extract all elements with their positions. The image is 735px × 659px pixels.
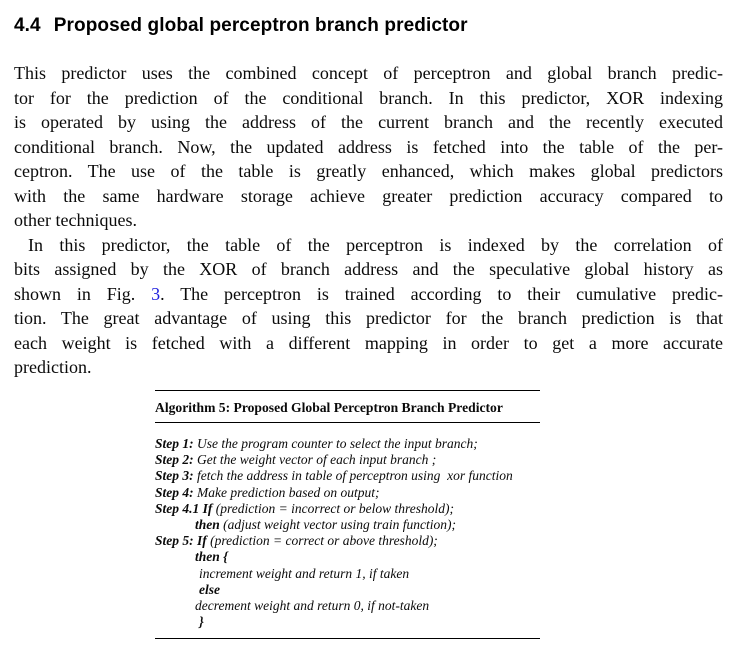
algorithm-bottom-rule [155, 638, 540, 639]
step-label: else [199, 581, 220, 597]
text-line [14, 110, 723, 135]
algorithm-box [155, 390, 540, 639]
text-segment: ceptron. The use of the table is greatly enhanced, which makes global predictors [14, 161, 723, 181]
section-heading [14, 15, 468, 37]
section-number: 4.4 [14, 15, 41, 36]
step-label: Step 5: If [155, 533, 207, 549]
step-label: Step 1: [155, 436, 194, 451]
text-segment: other techniques. [14, 210, 137, 230]
step-label: } [199, 614, 204, 630]
step-text: (prediction = incorrect or below threshold); [212, 500, 454, 516]
algorithm-step-line [155, 533, 540, 549]
text-segment: . The perceptron is trained according to their cumulative predic- [160, 283, 723, 304]
algorithm-step-line [155, 436, 540, 452]
step-text: Make prediction based on output; [193, 484, 380, 500]
text-line [14, 355, 723, 380]
algorithm-step-line [155, 614, 540, 630]
text-line [14, 159, 723, 184]
text-line [14, 257, 723, 282]
text-segment: shown in Fig. [14, 283, 152, 304]
text-segment: conditional branch. Now, the updated address is fetched into the table of the per- [14, 136, 723, 157]
algorithm-step-line [155, 468, 540, 484]
step-text: (prediction = correct or above threshold); [206, 533, 438, 549]
algorithm-step-line [155, 517, 540, 533]
step-label: Step 4.1 If [155, 500, 213, 516]
step-text: (adjust weight vector using train function); [219, 517, 456, 533]
section-title: Proposed global perceptron branch predictor [53, 15, 468, 36]
text-segment: is operated by using the address of the current branch and the recently executed [14, 112, 723, 132]
text-segment: tor for the prediction of the conditional branch. In this predictor, XOR indexing [14, 87, 723, 108]
step-text: Get the weight vector of each input branch ; [193, 452, 437, 468]
text-segment: bits assigned by the XOR of branch address and the speculative global history as [14, 259, 723, 279]
text-segment: with the same hardware storage achieve greater prediction accuracy compared to [14, 185, 723, 206]
body-text [14, 61, 723, 380]
algorithm-steps [155, 423, 540, 638]
algorithm-step-line [155, 452, 540, 468]
step-label: Step 2: [155, 452, 194, 468]
algorithm-step-line [155, 582, 540, 598]
algorithm-step-line [155, 485, 540, 501]
algorithm-step-line [155, 501, 540, 517]
text-segment: This predictor uses the combined concept of perceptron and global branch predic- [14, 63, 723, 83]
text-line [14, 282, 723, 307]
text-line [14, 233, 723, 258]
text-line [14, 86, 723, 111]
step-text: decrement weight and return 0, if not-taken [195, 598, 430, 614]
step-label: Step 4: [155, 484, 194, 500]
text-line [14, 184, 723, 209]
step-text: fetch the address in table of perceptron using xor function [193, 468, 513, 484]
text-segment: tion. The great advantage of using this predictor for the branch prediction is that [14, 308, 723, 328]
step-text: increment weight and return 1, if taken [199, 565, 410, 581]
step-label: then { [195, 549, 228, 565]
algorithm-title: Algorithm 5: Proposed Global Perceptron Branch Predictor [155, 400, 503, 415]
text-segment: In this predictor, the table of the perceptron is indexed by the correlation of [28, 234, 723, 255]
algorithm-step-line [155, 549, 540, 565]
algorithm-step-line [155, 566, 540, 582]
text-line [14, 208, 723, 233]
text-line [14, 135, 723, 160]
figure-3-reference-link[interactable]: 3 [151, 283, 161, 304]
algorithm-step-line [155, 598, 540, 614]
step-text: Use the program counter to select the input branch; [193, 436, 478, 451]
text-line [14, 306, 723, 331]
step-label: Step 3: [155, 468, 194, 484]
text-line [14, 61, 723, 86]
step-label: then [195, 517, 220, 533]
text-line [14, 331, 723, 356]
text-segment: prediction. [14, 357, 92, 377]
text-segment: each weight is fetched with a different mapping in order to get a more accurate [14, 332, 723, 353]
